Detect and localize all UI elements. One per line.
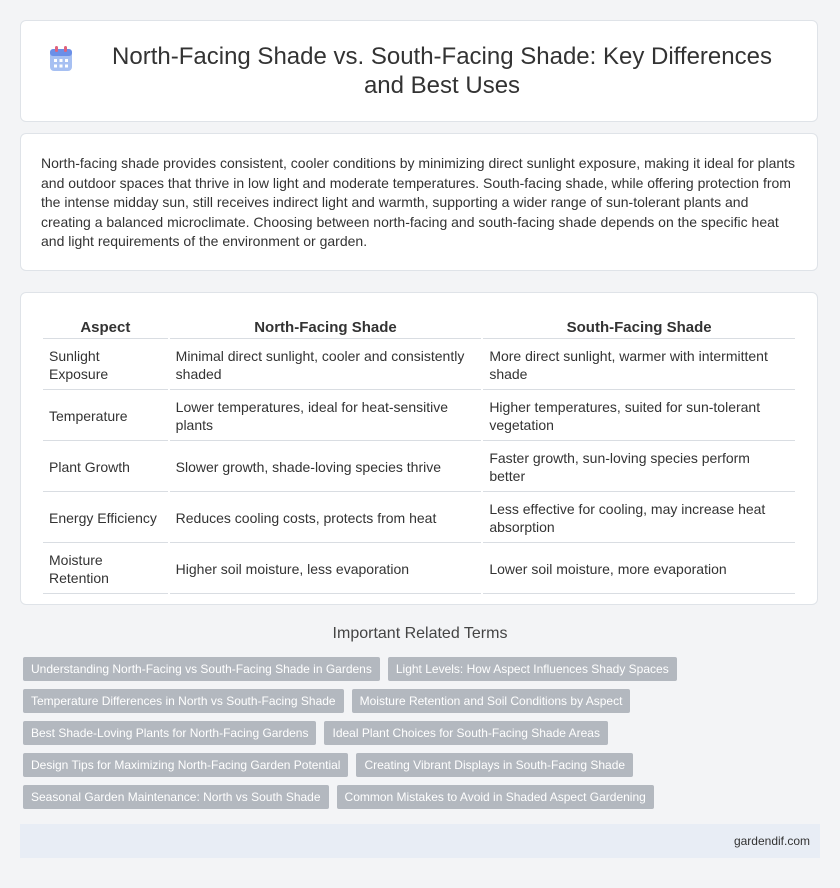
footer [20, 824, 820, 858]
related-term-link[interactable]: Temperature Differences in North vs South-Facing Shade [23, 689, 344, 713]
tag-row [23, 785, 823, 809]
column-header-south: South-Facing Shade [483, 315, 795, 339]
header-card [20, 20, 818, 122]
tag-row [23, 721, 823, 745]
related-term-link[interactable]: Understanding North-Facing vs South-Facing Shade in Gardens [23, 657, 380, 681]
tag-row [23, 689, 823, 713]
related-term-link[interactable]: Ideal Plant Choices for South-Facing Shade Areas [324, 721, 608, 745]
related-term-link[interactable]: Design Tips for Maximizing North-Facing Garden Potential [23, 753, 348, 777]
table-cell-aspect: Sunlight Exposure [43, 341, 168, 390]
table-row [43, 341, 795, 390]
related-term-link[interactable]: Seasonal Garden Maintenance: North vs South Shade [23, 785, 329, 809]
comparison-table-card [20, 292, 818, 605]
related-term-link[interactable]: Moisture Retention and Soil Conditions by Aspect [352, 689, 631, 713]
table-cell-north: Reduces cooling costs, protects from heat [170, 494, 482, 543]
related-terms-title: Important Related Terms [332, 625, 508, 642]
table-row [43, 545, 795, 594]
table-cell-south: Lower soil moisture, more evaporation [483, 545, 795, 594]
table-row [43, 392, 795, 441]
page-title: North-Facing Shade vs. South-Facing Shade: Key Differences and Best Uses [112, 43, 772, 99]
comparison-table [41, 313, 797, 596]
intro-card [20, 133, 818, 271]
table-cell-north: Lower temperatures, ideal for heat-sensitive plants [170, 392, 482, 441]
table-cell-aspect: Plant Growth [43, 443, 168, 492]
related-term-link[interactable]: Creating Vibrant Displays in South-Facing Shade [356, 753, 633, 777]
related-term-link[interactable]: Common Mistakes to Avoid in Shaded Aspect Gardening [337, 785, 654, 809]
calendar-icon [49, 46, 73, 72]
related-term-link[interactable]: Best Shade-Loving Plants for North-Facing Gardens [23, 721, 316, 745]
column-header-aspect: Aspect [43, 315, 168, 339]
table-cell-north: Higher soil moisture, less evaporation [170, 545, 482, 594]
table-row [43, 494, 795, 543]
related-term-link[interactable]: Light Levels: How Aspect Influences Shady Spaces [388, 657, 677, 681]
table-header-row [43, 315, 795, 339]
table-cell-south: Faster growth, sun-loving species perform better [483, 443, 795, 492]
column-header-north: North-Facing Shade [170, 315, 482, 339]
table-cell-north: Slower growth, shade-loving species thrive [170, 443, 482, 492]
table-cell-south: More direct sunlight, warmer with intermittent shade [483, 341, 795, 390]
table-cell-north: Minimal direct sunlight, cooler and consistently shaded [170, 341, 482, 390]
table-row [43, 443, 795, 492]
related-terms-list [23, 657, 823, 817]
table-cell-south: Less effective for cooling, may increase heat absorption [483, 494, 795, 543]
tag-row [23, 753, 823, 777]
table-cell-south: Higher temperatures, suited for sun-tolerant vegetation [483, 392, 795, 441]
tag-row [23, 657, 823, 681]
table-cell-aspect: Energy Efficiency [43, 494, 168, 543]
table-cell-aspect: Temperature [43, 392, 168, 441]
intro-paragraph: North-facing shade provides consistent, cooler conditions by minimizing direct sunlight exposure, making it ideal for plants and outdoor spaces that thrive in low light and moderate temperatures. South-facing shade, while offering protection from the intense midday sun, still receives indirect light and warmth, supporting a wider range of sun-tolerant plants and creating a balanced microclimate. Choosing between north-facing and south-facing shade depends on the specific heat and light requirements of the environment or garden. [41, 155, 796, 250]
table-cell-aspect: Moisture Retention [43, 545, 168, 594]
footer-site-link[interactable]: gardendif.com [733, 834, 810, 848]
